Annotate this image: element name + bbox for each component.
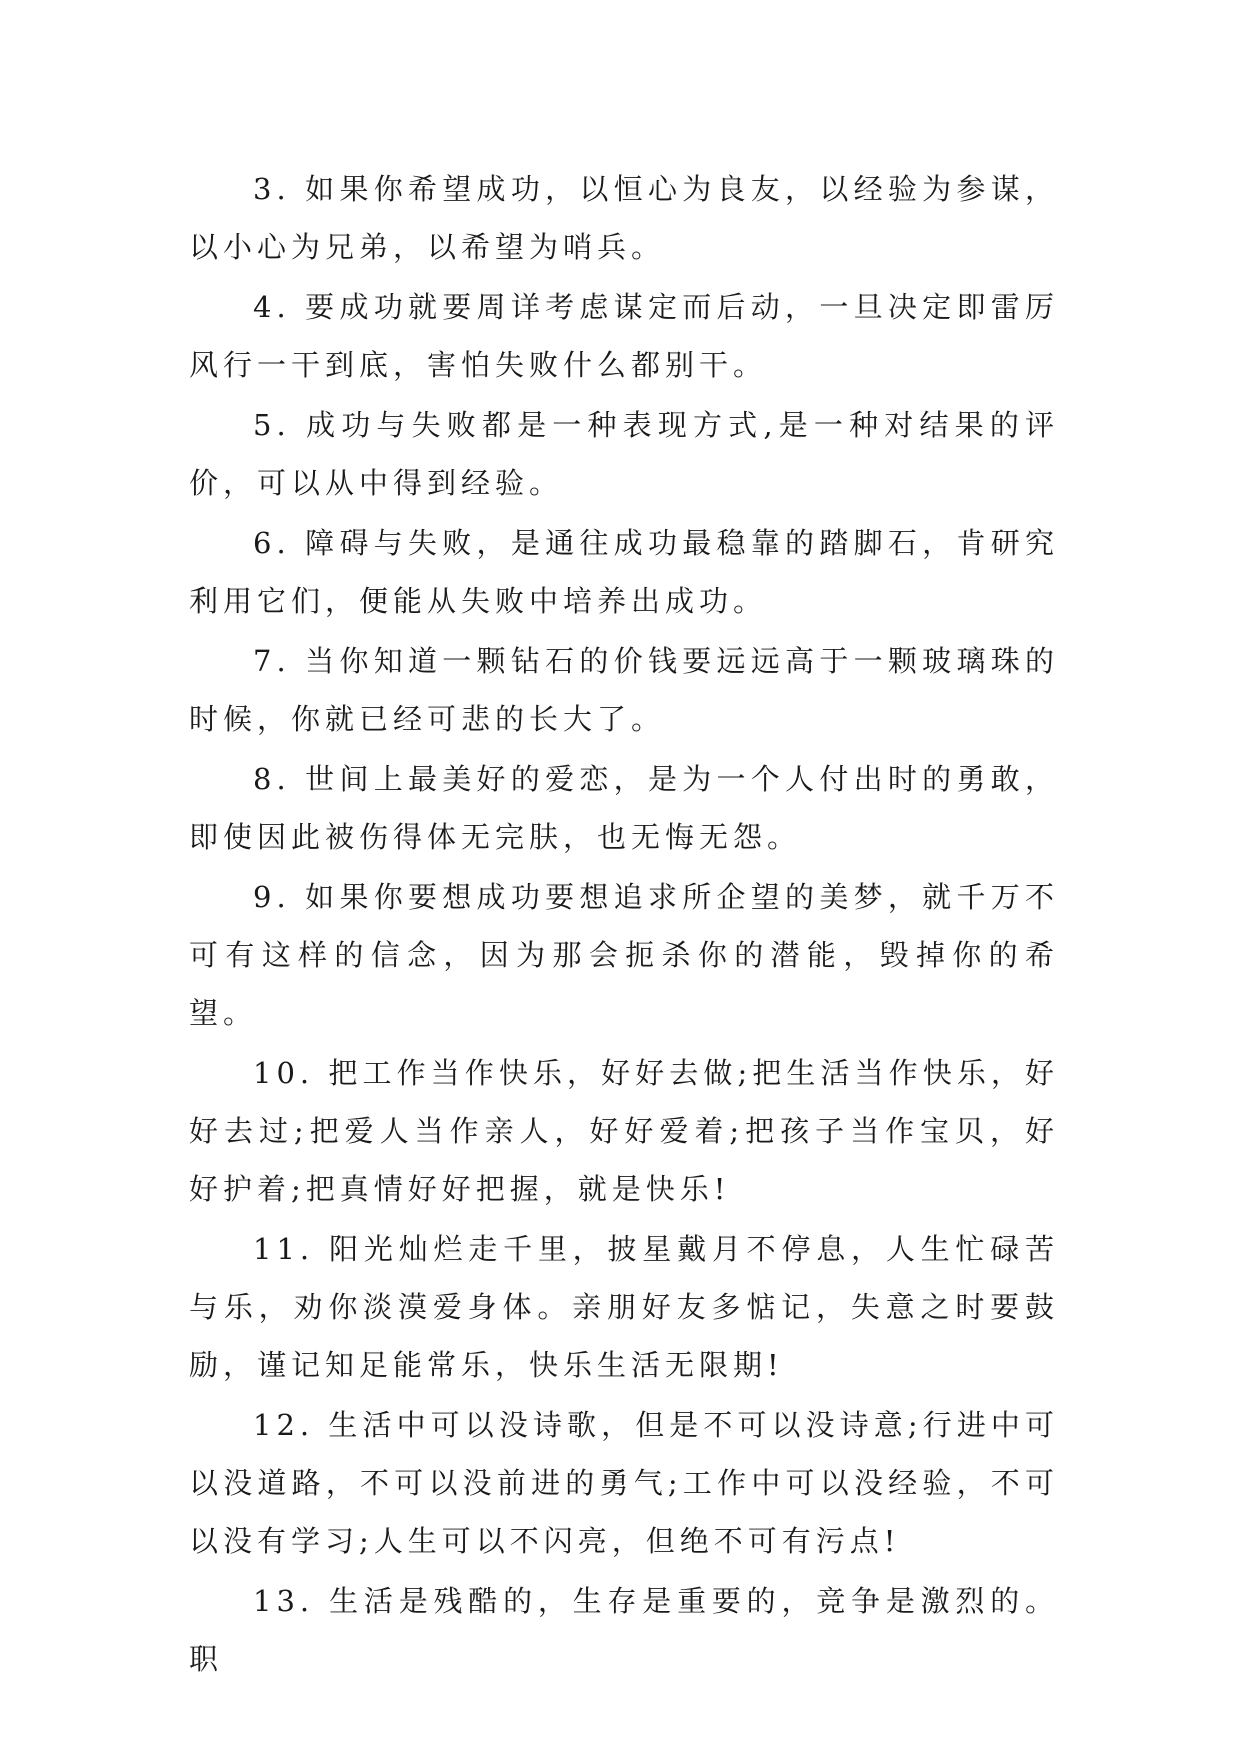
paragraph-11: 11. 阳光灿烂走千里，披星戴月不停息，人生忙碌苦与乐，劝你淡漠爱身体。亲朋好友多惦记，失意之时要鼓励，谨记知足能常乐，快乐生活无限期! — [189, 1232, 1059, 1382]
paragraph-5: 5. 成功与失败都是一种表现方式,是一种对结果的评价，可以从中得到经验。 — [189, 408, 1059, 500]
paragraph-12: 12. 生活中可以没诗歌，但是不可以没诗意;行进中可以没道路，不可以没前进的勇气;工作中可以没经验，不可以没有学习;人生可以不闪亮，但绝不可有污点! — [189, 1408, 1059, 1558]
paragraph-3: 3. 如果你希望成功，以恒心为良友，以经验为参谋，以小心为兄弟，以希望为哨兵。 — [189, 172, 1059, 264]
paragraph-7: 7. 当你知道一颗钻石的价钱要远远高于一颗玻璃珠的时候，你就已经可悲的长大了。 — [189, 644, 1059, 736]
document-body — [189, 160, 1059, 1690]
paragraph-8: 8. 世间上最美好的爱恋，是为一个人付出时的勇敢，即使因此被伤得体无完肤，也无悔无怨。 — [189, 762, 1059, 854]
paragraph-10: 10. 把工作当作快乐，好好去做;把生活当作快乐，好好去过;把爱人当作亲人，好好爱着;把孩子当作宝贝，好好护着;把真情好好把握，就是快乐! — [189, 1056, 1059, 1206]
paragraph-9: 9. 如果你要想成功要想追求所企望的美梦，就千万不可有这样的信念，因为那会扼杀你的潜能，毁掉你的希望。 — [189, 880, 1059, 1030]
paragraph-6: 6. 障碍与失败，是通往成功最稳靠的踏脚石，肯研究利用它们，便能从失败中培养出成功。 — [189, 526, 1059, 618]
paragraph-13: 13. 生活是残酷的，生存是重要的，竞争是激烈的。职 — [189, 1584, 1059, 1676]
paragraph-4: 4. 要成功就要周详考虑谋定而后动，一旦决定即雷厉风行一干到底，害怕失败什么都别干。 — [189, 290, 1059, 382]
